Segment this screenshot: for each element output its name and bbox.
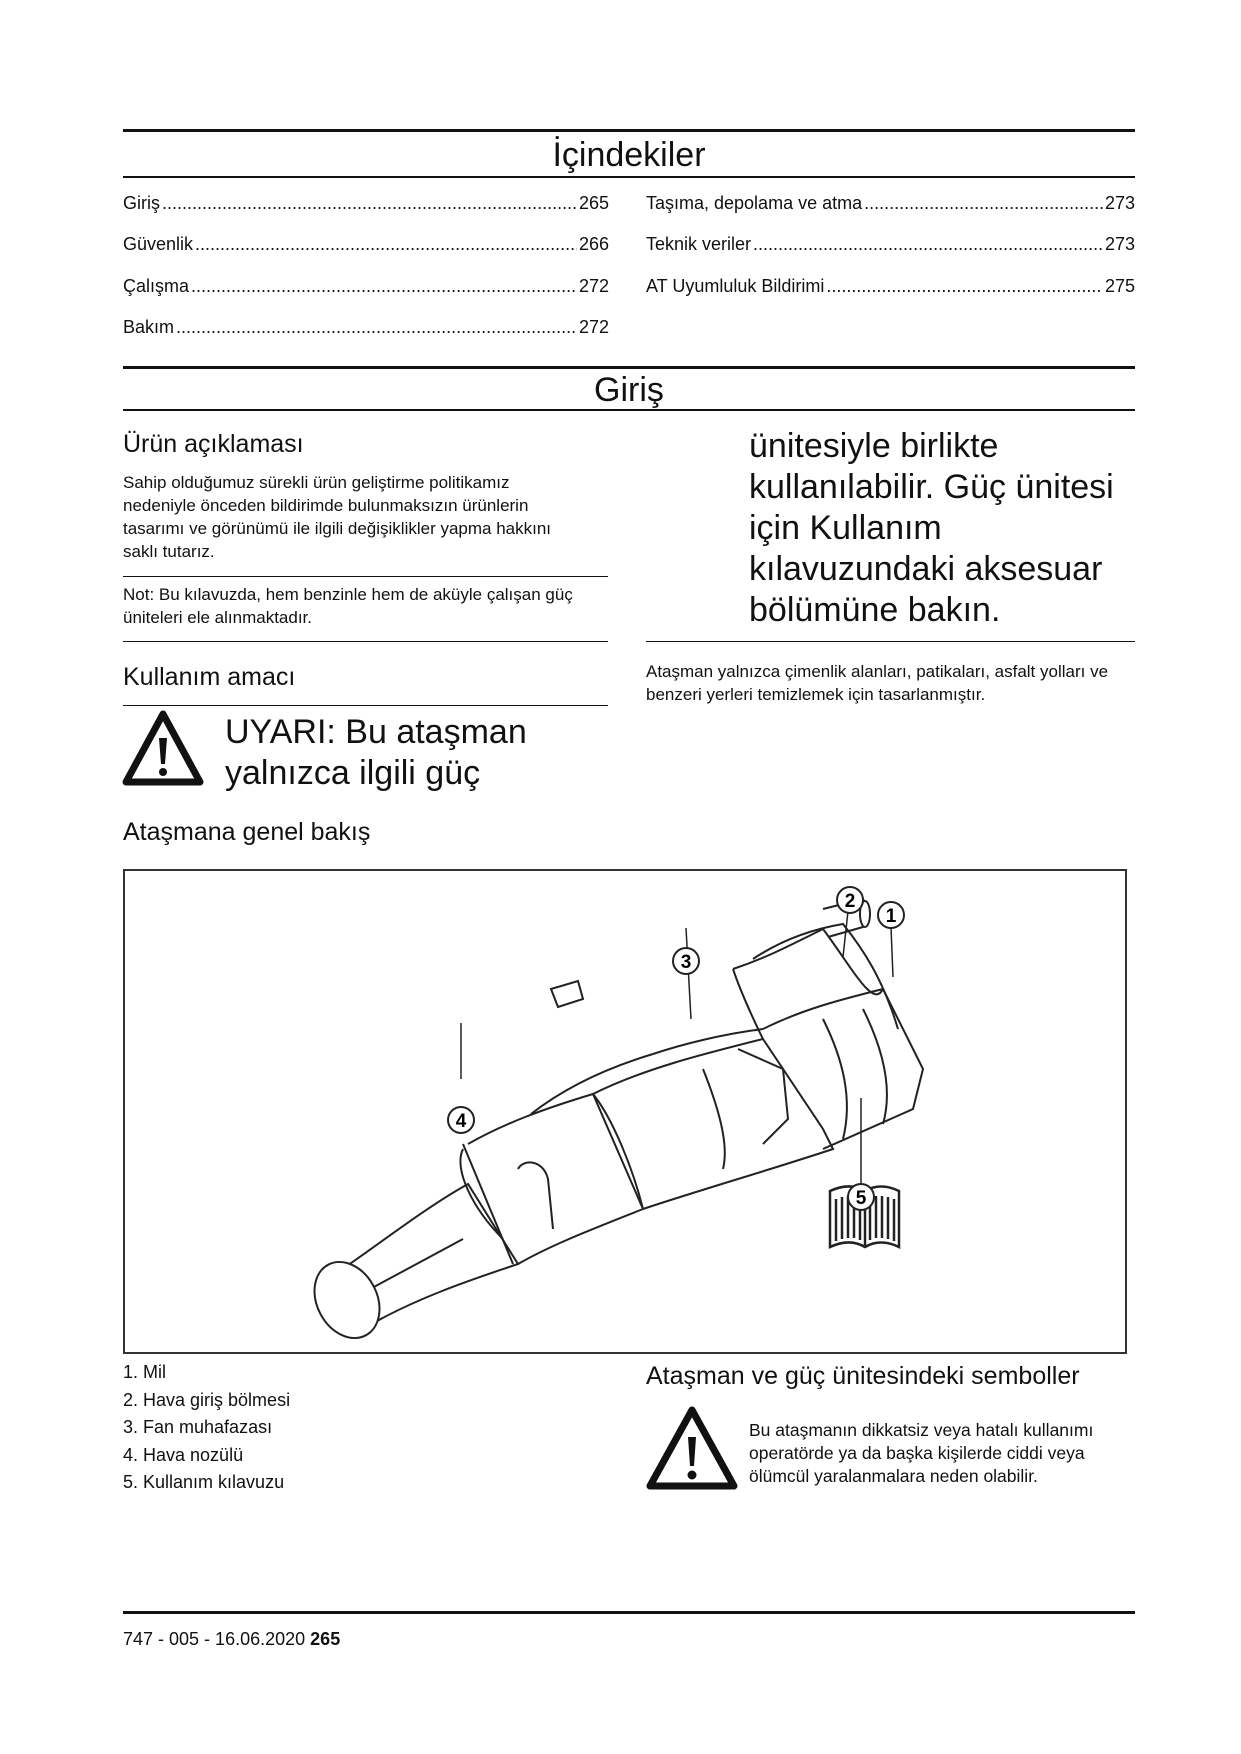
note-text: Bu kılavuzda, hem benzinle hem de aküyle çalışan güç üniteleri ele alınmaktadır. (123, 585, 573, 627)
toc-entry-at-uyumluluk[interactable] (646, 276, 1135, 297)
toc-entry-page: 273 (1104, 193, 1135, 213)
list-item: 4. Hava nozülü (123, 1444, 244, 1465)
warning-triangle-icon (645, 1405, 739, 1491)
list-item: 2. Hava giriş bölmesi (123, 1389, 291, 1410)
toc-entry-page: 273 (1104, 234, 1135, 254)
callout-5-label: 5 (855, 1188, 867, 1209)
warning-text: Bu ataşman yalnızca ilgili güç (225, 713, 527, 792)
usage-heading: Kullanım amacı (123, 663, 296, 691)
warning-continued: ünitesiyle birlikte kullanılabilir. Güç ünitesi için Kullanım kılavuzundaki aksesuar bölümüne bakın. (749, 427, 1114, 629)
footer-code: 747 - 005 - 16.06.2020 (123, 1629, 306, 1649)
toc-entry-page: 265 (578, 193, 609, 213)
toc-entry-label: Bakım (123, 317, 175, 337)
toc-top-rule (123, 129, 1135, 132)
intro-title: Giriş (594, 371, 664, 409)
toc-entry-page: 272 (578, 276, 609, 296)
symbols-heading: Ataşman ve güç ünitesindeki semboller (646, 1362, 1080, 1390)
warning-label: UYARI: (225, 713, 336, 751)
footer-rule (123, 1611, 1135, 1614)
overview-heading: Ataşmana genel bakış (123, 818, 371, 846)
product-text: Sahip olduğumuz sürekli ürün geliştirme politikamız nedeniyle önceden bildirimde bulunmaksızın ürünlerin tasarımı ve görünümü ile ilgili değişiklikler yapma hakkını saklı tutarız. (123, 473, 552, 561)
callout-2-label: 2 (844, 891, 856, 912)
intro-bottom-rule (123, 409, 1135, 411)
callout-2 (837, 887, 863, 913)
toc-title: İçindekiler (552, 136, 706, 174)
note-bottom-rule (123, 641, 608, 642)
toc-entry-label: Güvenlik (123, 234, 194, 254)
toc-entry-bakim[interactable] (123, 317, 609, 338)
warning-block (225, 712, 555, 794)
toc-entry-label: Teknik veriler (646, 234, 752, 254)
toc-bottom-rule (123, 176, 1135, 178)
toc-entry-teknik[interactable] (646, 234, 1135, 255)
footer-page: 265 (310, 1629, 341, 1649)
callout-3 (673, 948, 699, 974)
toc-entry-page: 266 (578, 234, 609, 254)
warning-triangle-icon (122, 710, 204, 786)
intro-top-rule (123, 366, 1135, 369)
toc-entry-calisma[interactable] (123, 276, 609, 297)
toc-entry-label: Giriş (123, 193, 160, 213)
toc-entry-label: AT Uyumluluk Bildirimi (646, 276, 825, 296)
usage-rule (123, 705, 608, 706)
list-item: 3. Fan muhafazası (123, 1417, 273, 1437)
callout-5 (848, 1184, 874, 1210)
callout-3-label: 3 (680, 952, 692, 973)
note-top-rule (123, 576, 608, 577)
toc-entry-label: Çalışma (123, 276, 190, 296)
callout-1-label: 1 (885, 906, 897, 927)
list-item: 1. Mil (123, 1362, 167, 1382)
toc-entry-page: 272 (578, 317, 609, 337)
parts-list (123, 1359, 523, 1497)
note-block (123, 583, 609, 629)
toc-entry-giris[interactable] (123, 193, 609, 214)
symbols-text: Bu ataşmanın dikkatsiz veya hatalı kullanımı operatörde ya da başka kişilerde ciddi veya ölümcül yaralanmalara neden olabilir. (749, 1420, 1094, 1486)
list-item: 5. Kullanım kılavuzu (123, 1472, 285, 1492)
callout-4-label: 4 (455, 1111, 467, 1132)
callout-4 (448, 1107, 474, 1133)
toc-entry-page: 275 (1104, 276, 1135, 296)
usage-text: Ataşman yalnızca çimenlik alanları, patikaları, asfalt yolları ve benzeri yerleri temizlemek için tasarlanmıştır. (646, 662, 1109, 704)
toc-entry-label: Taşıma, depolama ve atma (646, 193, 863, 213)
toc-entry-guvenlik[interactable] (123, 234, 609, 255)
attachment-figure (123, 869, 1127, 1354)
usage-right-rule (646, 641, 1135, 642)
note-label: Not: (123, 585, 155, 604)
footer (123, 1629, 340, 1650)
product-heading: Ürün açıklaması (123, 430, 304, 458)
callout-1 (878, 902, 904, 928)
toc-entry-tasima[interactable] (646, 193, 1135, 214)
